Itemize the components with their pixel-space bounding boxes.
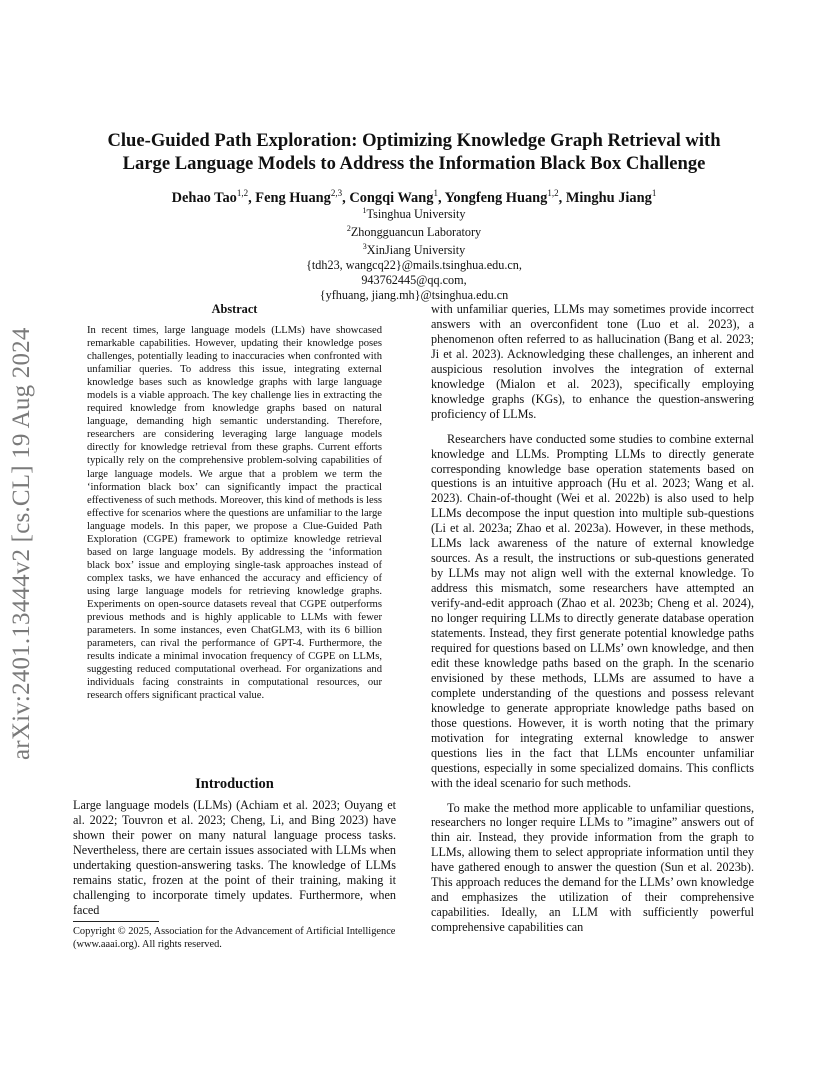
affiliation-block	[70, 204, 758, 303]
affil-mark: 2	[346, 223, 351, 233]
introduction-heading: Introduction	[195, 776, 274, 792]
intro-paragraph: Large language models (LLMs) (Achiam et al. 2023; Ouyang et al. 2022; Touvron et al. 2023; Cheng, Li, and Bing 2023) have shown their power on many natural language process tasks. Nevertheless, there are certain issues associated with LLMs when undertaking question-answering tasks. The knowledge of LLMs remains static, frozen at the point of their training, making it challenging to incorporate timely updates. Furthermore, when faced	[73, 798, 396, 917]
left-column	[73, 302, 396, 950]
title-line-1: Clue-Guided Path Exploration: Optimizing Knowledge Graph Retrieval with	[107, 130, 721, 151]
author-affil-mark: 1	[433, 188, 438, 198]
affiliation-line	[70, 204, 758, 222]
author-name: Congqi Wang	[349, 189, 434, 206]
body-paragraph: To make the method more applicable to unfamiliar questions, researchers no longer require LLMs to ”imagine” answers out of thin air. Instead, they provide information from the graph to LLMs, allowing them to select appropriate information until they have gathered enough to answer the question (Sun et al. 2023b). This approach reduces the demand for the LLMs’ own knowledge and emphasizes the utilization of their comprehensive capabilities. Ideally, an LLM with sufficiently powerful comprehensive capabilities can	[431, 800, 754, 935]
paper-title	[70, 130, 758, 175]
author-name: Minghu Jiang	[565, 189, 652, 206]
arxiv-identifier: arXiv:2401.13444v2 [cs.CL] 19 Aug 2024	[8, 327, 35, 760]
author-affil-mark: 1	[651, 188, 657, 198]
affiliation-line	[70, 222, 758, 240]
body-paragraph: with unfamiliar queries, LLMs may sometimes provide incorrect answers with an overconfident tone (Luo et al. 2023), a phenomenon often referred to as hallucination (Bang et al. 2023; Ji et al. 2023). Acknowledging these challenges, an inherent and auspicious resolution involves the integration of external knowledge (Mialon et al. 2023), specifically employing knowledge graphs (KGs), to enhance the question-answering proficiency of LLMs.	[431, 302, 754, 421]
affiliation-line	[70, 240, 758, 258]
affil-mark: 3	[362, 241, 367, 251]
abstract-body: In recent times, large language models (LLMs) have showcased remarkable capabilities. However, updating their knowledge poses challenges, potentially leading to inaccuracies when confronted with unfamiliar queries. To address this issue, integrating external knowledge bases such as knowledge graphs with large language models is a viable approach. The key challenge lies in extracting the required knowledge from knowledge graphs based on natural language, demanding high semantic understanding. Therefore, researchers are considering leveraging large language models directly for knowledge retrieval from these graphs. Current efforts typically rely on the comprehensive problem-solving capabilities of large language models. We argue that a problem we term the ‘information black box’ can significantly impact the practical effectiveness of such methods. Moreover, this kind of methods is less effective for scenarios where the questions are unfamiliar to the large language models. In this paper, we propose a Clue-Guided Path Exploration (CGPE) framework to optimize knowledge retrieval based on large language models. By addressing the ‘information black box’ issue and employing single-task approaches instead of complex tasks, we have enhanced the accuracy and efficiency of using large language models for retrieving knowledge graphs. Experiments on open-source datasets reveal that CGPE outperforms previous methods and is highly applicable to LLMs with fewer parameters. In some instances, even ChatGLM3, with its 6 billion parameters, can rival the performance of GPT-4. Furthermore, the results indicate a minimal invocation frequency of CGPE on LLMs, suggesting reduced computational overhead. For organizations and individuals facing constraints in computational resources, our research offers significant practical value.	[87, 325, 382, 702]
footnote-divider	[73, 921, 159, 922]
right-column	[431, 302, 754, 935]
email-line: {yfhuang, jiang.mh}@tsinghua.edu.cn	[319, 287, 509, 302]
email-line: 943762445@qq.com,	[361, 272, 467, 287]
author-affil-mark: 1,2	[236, 188, 249, 198]
email-line: {tdh23, wangcq22}@mails.tsinghua.edu.cn,	[306, 257, 522, 272]
abstract-heading: Abstract	[211, 302, 258, 316]
body-paragraph: Researchers have conducted some studies to combine external knowledge and LLMs. Prompting LLMs to directly generate corresponding knowledge base operation statements based on questions is an intuitive approach (Hu et al. 2023; Wang et al. 2023). Chain-of-thought (Wei et al. 2022b) is also used to help LLMs decompose the input question into multiple sub-questions (Li et al. 2023a; Zhao et al. 2023a). However, in these methods, LLMs lack awareness of the nature of external knowledge sources. As a result, the instructions or sub-questions generated by LLMs may not align well with the external knowledge. To address this mismatch, some researchers have attempted an verify-and-edit approach (Zhao et al. 2023b; Cheng et al. 2024), no longer requiring LLMs to directly generate database operation statements. Instead, they first generate potential knowledge paths required for questions based on LLMs’ own knowledge, and then edit these knowledge paths based on the graph. In the scenario envisioned by these methods, LLMs are assumed to have a complete understanding of the questions and possess relevant knowledge to generate appropriate knowledge paths based on those questions. However, it is worth noting that the primary motivation for integrating external knowledge to answer questions lies in the fact that LLMs encounter unfamiliar questions, especially in some specialized domains. This conflicts with the ideal scenario for such methods.	[431, 431, 754, 790]
author-name: Dehao Tao	[171, 189, 237, 206]
copyright-footnote: Copyright © 2025, Association for the Advancement of Artificial Intelligence (www.aaai.org). All rights reserved.	[73, 926, 396, 950]
title-line-2: Large Language Models to Address the Information Black Box Challenge	[122, 152, 706, 174]
author-list: Dehao Tao$^{1,2}$, Feng Huang$^{2,3}$, Congqi Wang$^1$, Yongfeng Huang$^{1,2}$, Minghu Jiang$^1$	[171, 188, 657, 206]
affil-name: Tsinghua University	[366, 207, 466, 222]
affil-mark: 1	[362, 206, 367, 215]
author-affil-mark: 1,2	[547, 188, 559, 198]
author-name: Yongfeng Huang	[444, 189, 548, 206]
affil-name: XinJiang University	[366, 243, 466, 257]
author-affil-mark: 2,3	[330, 188, 343, 198]
author-name: Feng Huang	[255, 189, 331, 206]
affil-name: Zhongguancun Laboratory	[350, 225, 482, 240]
